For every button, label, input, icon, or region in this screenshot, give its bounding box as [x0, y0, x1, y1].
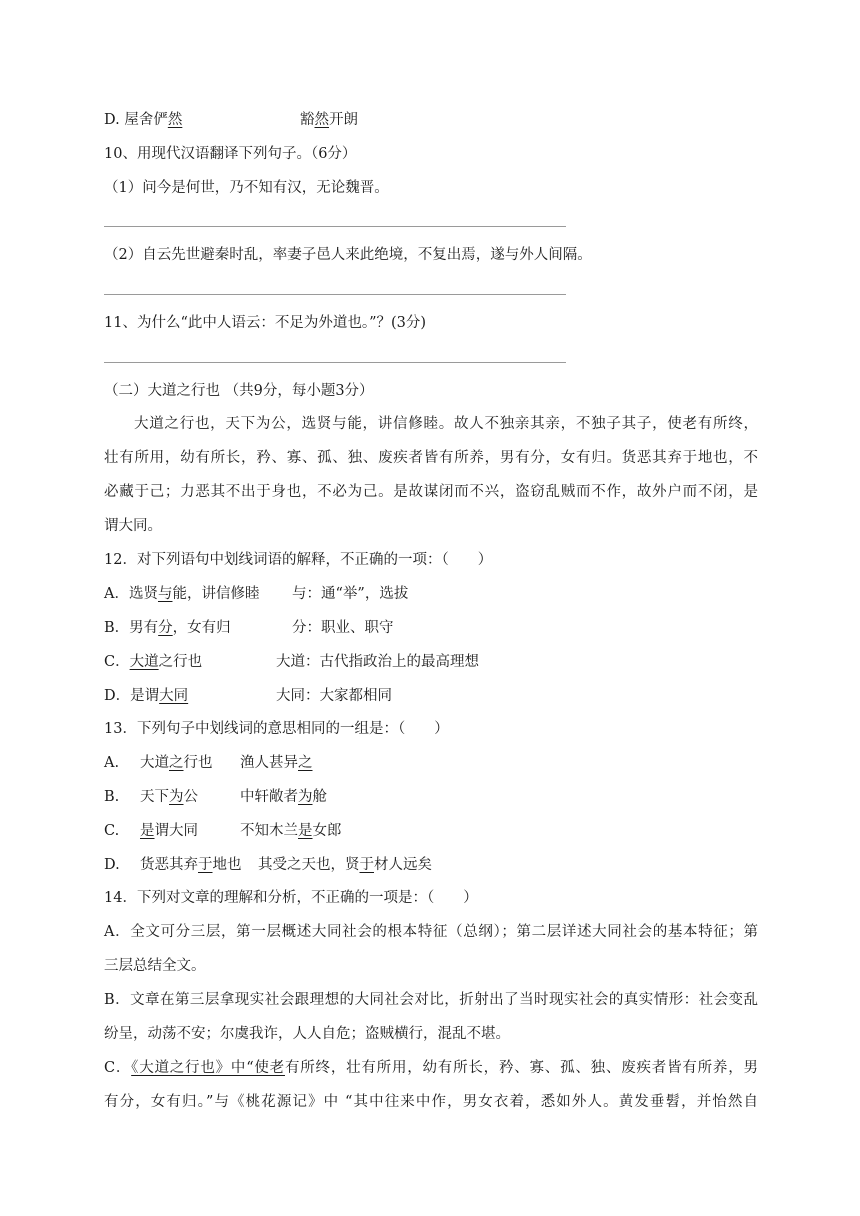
q14-option-a[interactable] [104, 915, 758, 983]
option-label: D. [104, 112, 125, 128]
q13-c-phrase-1 [140, 821, 198, 841]
underlined-word: 大道 [129, 654, 159, 670]
option-label: B. [104, 789, 120, 805]
q13-option-c[interactable] [104, 821, 342, 841]
q13-d-phrase-1 [140, 855, 242, 875]
underlined-char: 然 [167, 112, 183, 128]
q13-title: 13．下列句子中划线词的意思相同的一组是：（ ） [104, 721, 449, 737]
gloss: 分：职业、职守 [292, 620, 394, 636]
q14-option-b[interactable] [104, 983, 758, 1051]
phrase-text: 不知木兰 [240, 823, 298, 839]
q9-option-d [104, 110, 358, 130]
underlined-word: 与 [157, 586, 173, 602]
phrase-text: 谓大同 [154, 823, 198, 839]
q12-title: 12．对下列语句中划线词语的解释，不正确的一项：（ ） [104, 552, 493, 568]
phrase-text: 舱 [312, 789, 327, 805]
underlined-char: 于 [198, 857, 213, 873]
q13-b-phrase-1 [140, 787, 198, 807]
q12-option-a[interactable] [104, 584, 409, 604]
option-label: C. [104, 823, 120, 839]
phrase-text: 货恶其弃 [140, 857, 198, 873]
answer-line[interactable] [104, 294, 566, 295]
q14-option-c[interactable] [104, 1051, 758, 1119]
passage-line: 壮有所用，幼有所长，矜、寡、孤、独、废疾者皆有所养，男有分，女有归。货恶其弃于地也，不 [104, 450, 758, 466]
option-text: B．男有 [104, 620, 159, 636]
gloss: 与：通“举”，选拔 [292, 586, 409, 602]
option-text: D．是谓 [104, 688, 160, 704]
option-line: 纷呈，动荡不安；尔虞我诈，人人自危；盗贼横行，混乱不堪。 [104, 1026, 510, 1042]
passage-line: 谓大同。 [104, 518, 162, 534]
q13-a-phrase-2 [240, 753, 313, 773]
phrase-text: 其受之天也，贤 [258, 857, 360, 873]
q13-option-a[interactable] [104, 753, 313, 773]
underlined-char: 是 [298, 823, 313, 839]
gloss: 大同：大家都相同 [276, 688, 392, 704]
phrase-text: 大道 [140, 755, 169, 771]
underlined-char: 是 [140, 823, 155, 839]
option-text: ，女有归 [172, 620, 231, 636]
q11-title: 11、为什么“此中人语云：不足为外道也。”？(3分) [104, 315, 427, 331]
q13-a-phrase-1 [140, 753, 213, 773]
option-text: 能，讲信修睦 [172, 586, 260, 602]
underlined-word: 分 [158, 620, 173, 636]
option-label: D. [104, 857, 120, 873]
q13-option-b[interactable] [104, 787, 327, 807]
underlined-char: 于 [359, 857, 374, 873]
q12-option-d[interactable] [104, 686, 392, 706]
underlined-char: 之 [169, 755, 184, 771]
q9-d-word2-post: 开朗 [329, 112, 358, 128]
option-text: 有所终，壮有所用，幼有所长，矜、寡、孤、独、废疾者皆有所养，男 [284, 1060, 758, 1076]
q13-b-phrase-2 [240, 787, 327, 807]
q13-option-d[interactable] [104, 855, 432, 875]
underlined-char: 然 [314, 112, 329, 128]
phrase-text: 渔人甚异 [240, 755, 298, 771]
q12-option-c[interactable] [104, 652, 479, 672]
option-line: 三层总结全文。 [104, 958, 206, 974]
q13-d-phrase-2 [258, 855, 432, 875]
gloss: 大道：古代指政治上的最高理想 [276, 654, 479, 670]
q12-option-b[interactable] [104, 618, 394, 638]
q10-title: 10、用现代汉语翻译下列句子。（6分） [104, 146, 357, 162]
option-label: A. [104, 755, 120, 771]
phrase-text: 天下 [140, 789, 169, 805]
answer-line[interactable] [104, 362, 566, 363]
phrase-text: 公 [183, 789, 198, 805]
underlined-word: 大同 [159, 688, 189, 704]
passage-line: 大道之行也，天下为公，选贤与能，讲信修睦。故人不独亲其亲，不独子其子，使老有所终， [134, 416, 758, 432]
q9-d-word1: 屋舍俨 [124, 112, 168, 128]
option-line: A．全文可分三层，第一层概述大同社会的根本特征（总纲）；第二层详述大同社会的基本特征；第 [104, 924, 758, 940]
option-text: 之行也 [158, 654, 203, 670]
option-line [104, 1051, 758, 1085]
q10-sentence-2: （2）自云先世避秦时乱，率妻子邑人来此绝境，不复出焉，遂与外人间隔。 [104, 247, 592, 263]
passage-line: 必藏于己；力恶其不出于身也，不必为己。是故谋闭而不兴，盗窃乱贼而不作，故外户而不闭，是 [104, 484, 758, 500]
option-text: C． [104, 654, 130, 670]
phrase-text: 材人远矣 [374, 857, 432, 873]
underlined-char: 为 [169, 789, 184, 805]
q9-d-word2-pre: 豁 [300, 112, 315, 128]
phrase-text: 行也 [183, 755, 213, 771]
underlined-phrase: 《大道之行也》中“使老 [131, 1060, 285, 1076]
underlined-char: 为 [298, 789, 313, 805]
option-label: C． [104, 1060, 132, 1076]
q13-c-phrase-2 [240, 821, 342, 841]
phrase-text: 地也 [212, 857, 242, 873]
q9-d-word2 [300, 110, 358, 130]
option-line: B．文章在第三层拿现实社会跟理想的大同社会对比，折射出了当时现实社会的真实情形：社会变乱 [104, 992, 758, 1008]
underlined-char: 之 [298, 755, 313, 771]
q10-sentence-1: （1）问今是何世，乃不知有汉，无论魏晋。 [104, 180, 389, 196]
q14-title: 14．下列对文章的理解和分析，不正确的一项是：（ ） [104, 890, 478, 906]
phrase-text: 中轩敞者 [240, 789, 298, 805]
passage [104, 407, 758, 543]
option-text: A．选贤 [104, 586, 158, 602]
answer-line[interactable] [104, 226, 566, 227]
option-line: 有分，女有归。”与《桃花源记》中 “其中往来中作，男女衣着，悉如外人。黄发垂髫，并怡然自 [104, 1094, 758, 1110]
phrase-text: 女郎 [312, 823, 342, 839]
section-2-heading: （二）大道之行也 （共9分，每小题3分） [104, 383, 374, 399]
